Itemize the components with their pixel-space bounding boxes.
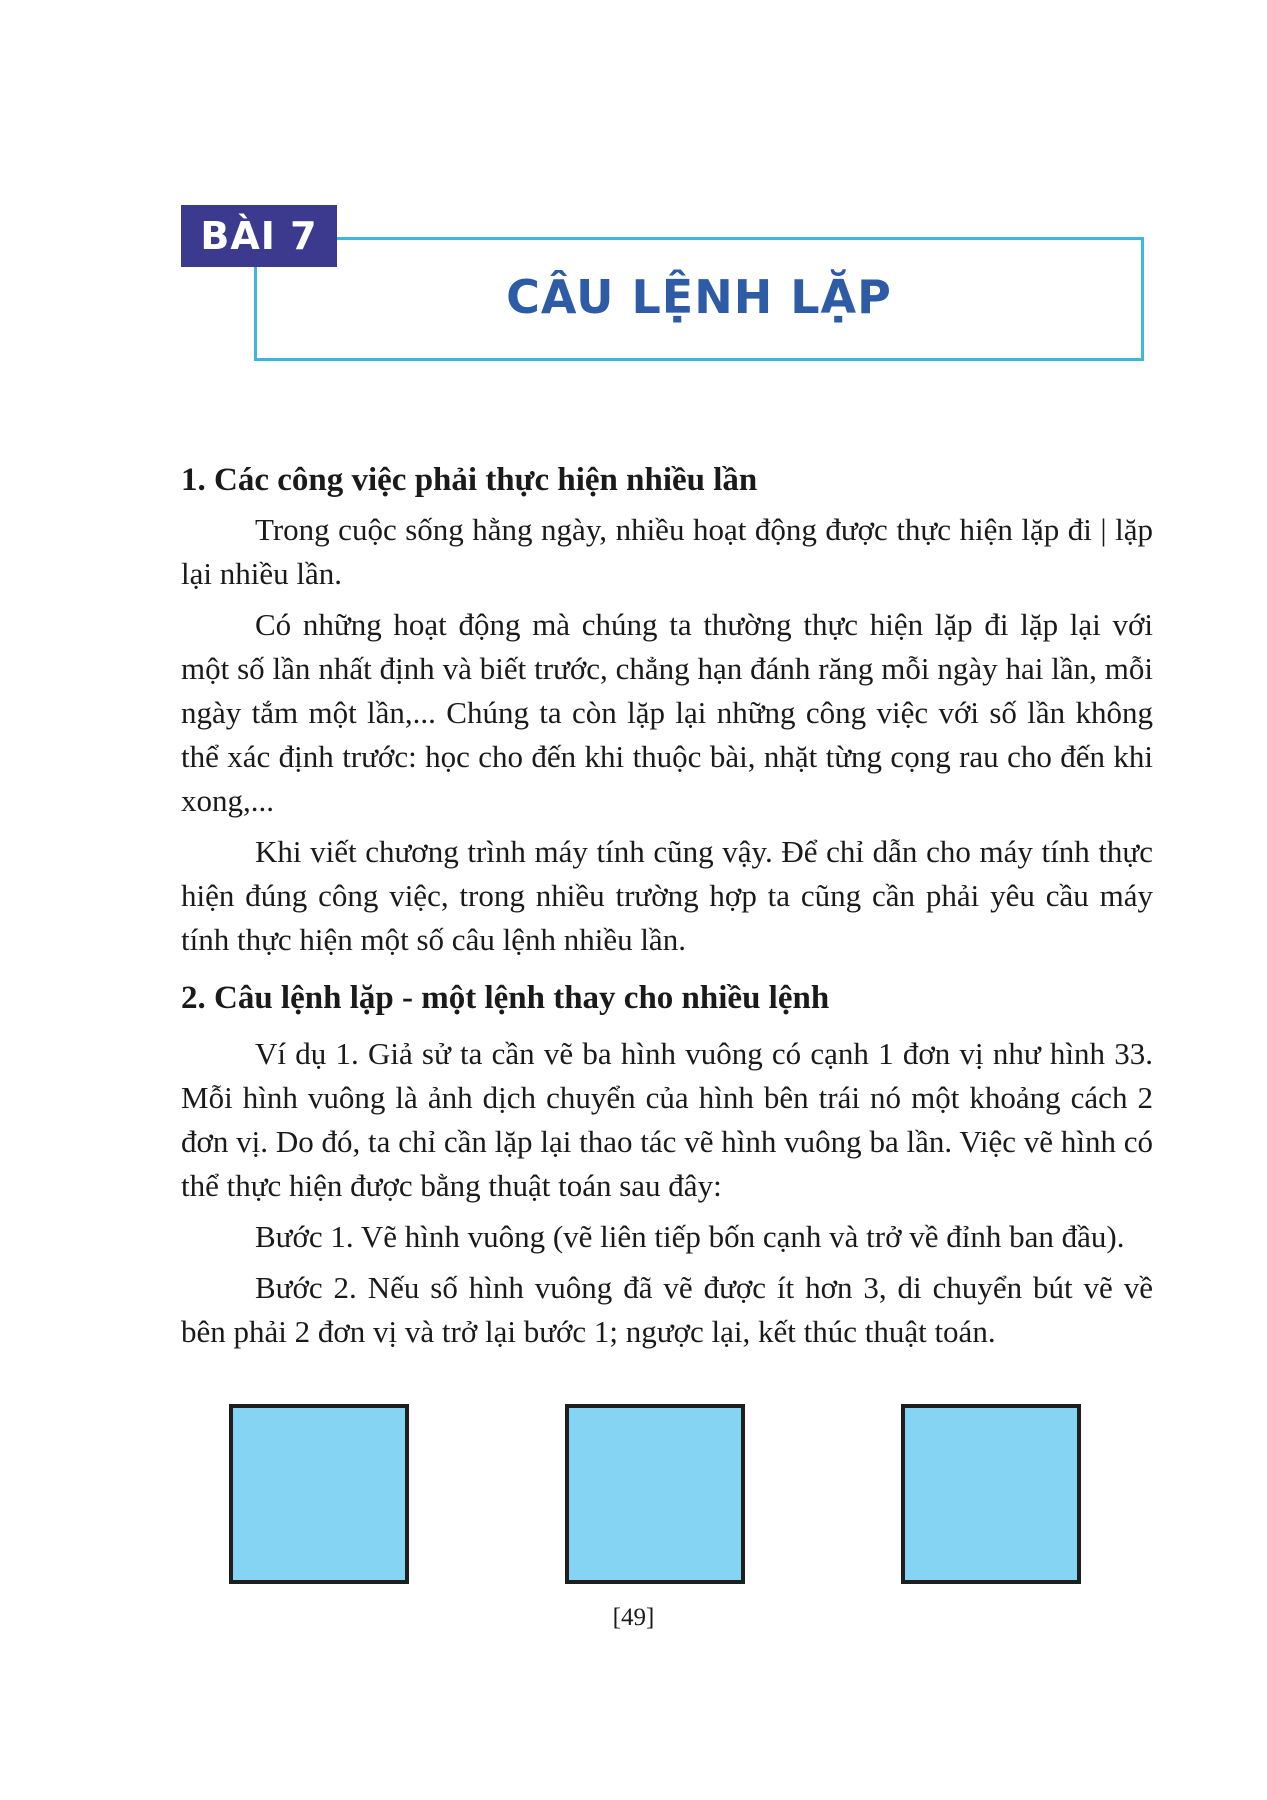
figure-three-squares xyxy=(229,1404,1081,1584)
page-number: [49] xyxy=(612,1604,655,1631)
section-2-step-2: Bước 2. Nếu số hình vuông đã vẽ được ít hơn 3, di chuyển bút vẽ về bên phải 2 đơn vị và trở lại bước 1; ngược lại, kết thúc thuật toán. xyxy=(181,1270,1153,1349)
lesson-tag: BÀI 7 xyxy=(181,205,337,267)
section-1-paragraph-3: Khi viết chương trình máy tính cũng vậy. Để chỉ dẫn cho máy tính thực hiện đúng công việc, trong nhiều trường hợp ta cũng cần phải yêu cầu máy tính thực hiện một số câu lệnh nhiều lần. xyxy=(181,834,1153,957)
section-2-example-paragraph: Ví dụ 1. Giả sử ta cần vẽ ba hình vuông có cạnh 1 đơn vị như hình 33. Mỗi hình vuông là ảnh dịch chuyển của hình bên trái nó một khoảng cách 2 đơn vị. Do đó, ta chỉ cần lặp lại thao tác vẽ hình vuông ba lần. Việc vẽ hình có thể thực hiện được bằng thuật toán sau đây: xyxy=(181,1036,1153,1203)
lesson-title: CÂU LỆNH LẶP xyxy=(506,270,892,324)
section-1-paragraph-2: Có những hoạt động mà chúng ta thường thực hiện lặp đi lặp lại với một số lần nhất định và biết trước, chẳng hạn đánh răng mỗi ngày hai lần, mỗi ngày tắm một lần,... Chúng ta còn lặp lại những công việc với số lần không thể xác định trước: học cho đến khi thuộc bài, nhặt từng cọng rau cho đến khi xong,... xyxy=(181,607,1153,818)
lesson-title-frame xyxy=(254,237,1144,361)
section-1-heading: 1. Các công việc phải thực hiện nhiều lần xyxy=(181,462,758,498)
lesson-header xyxy=(181,205,1151,365)
square-2 xyxy=(565,1404,745,1584)
section-2-heading: 2. Câu lệnh lặp - một lệnh thay cho nhiều lệnh xyxy=(181,980,830,1016)
square-3 xyxy=(901,1404,1081,1584)
square-1 xyxy=(229,1404,409,1584)
section-1-paragraph-1: Trong cuộc sống hằng ngày, nhiều hoạt động được thực hiện lặp đi | lặp lại nhiều lần. xyxy=(181,512,1153,591)
section-2-step-1: Bước 1. Vẽ hình vuông (vẽ liên tiếp bốn cạnh và trở về đỉnh ban đầu). xyxy=(255,1219,1125,1254)
page-content xyxy=(181,458,1153,1361)
